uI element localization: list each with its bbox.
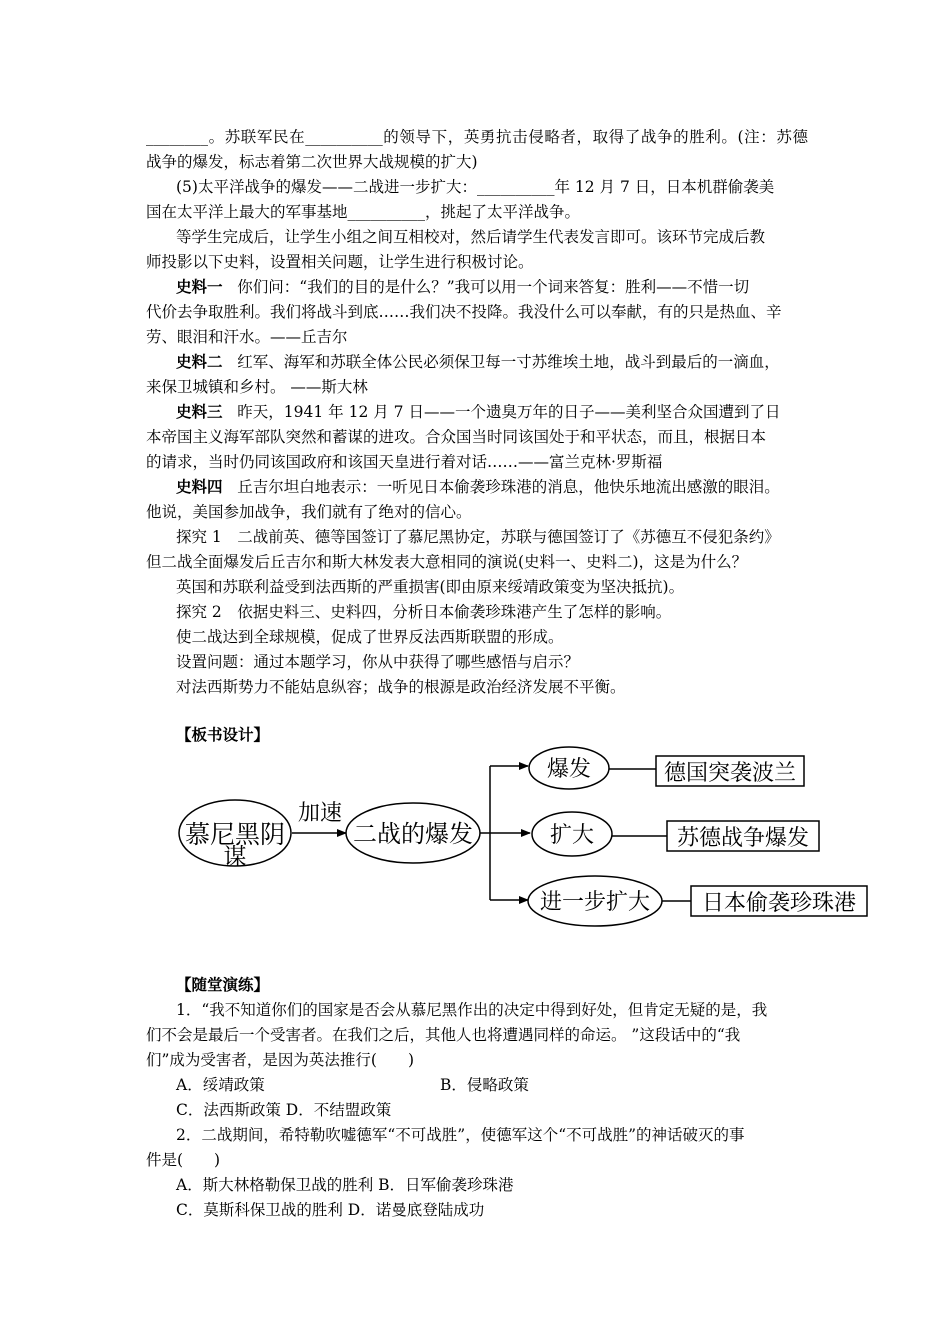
pearl-harbor-box-label: 日本偷袭珍珠港 (701, 891, 857, 916)
munich-node-label: 慕尼黑阴 (184, 820, 286, 849)
option: A．斯大林格勒保卫战的胜利 B．日军偷袭珍珠港 (176, 1176, 514, 1194)
text-line: (5)太平洋战争的爆发——二战进一步扩大：__________年 12 月 7 日，日本机群偷袭美 (176, 178, 775, 196)
question-2: 2．二战期间，希特勒吹嘘德军“不可战胜”，使德军这个“不可战胜”的神话破灭的事 (176, 1126, 745, 1144)
question-1: 1．“我不知道你们的国家是否会从慕尼黑作出的决定中得到好处，但肯定无疑的是，我 (176, 1001, 768, 1019)
text-line: 师投影以下史料，设置相关问题，让学生进行积极讨论。 (146, 253, 534, 271)
option: B．侵略政策 (440, 1076, 529, 1094)
source-4-label: 史料四 (176, 477, 223, 496)
option: A．绥靖政策 (176, 1076, 265, 1094)
text-line: 本帝国主义海军部队突然和蓄谋的进攻。合众国当时同该国处于和平状态，而且，根据日本 (146, 428, 767, 446)
text-line: 使二战达到全球规模，促成了世界反法西斯联盟的形成。 (176, 628, 564, 646)
source-3-text: 昨天，1941 年 12 月 7 日——一个遗臭万年的日子——美利坚合众国遭到了日 (237, 403, 781, 421)
text-line: 英国和苏联利益受到法西斯的严重损害(即由原来绥靖政策变为坚决抵抗)。 (176, 578, 685, 596)
exercise-heading: 【随堂演练】 (176, 975, 270, 994)
source-2-label: 史料二 (176, 352, 223, 371)
text-line: 他说，美国参加战争，我们就有了绝对的信心。 (146, 503, 472, 521)
accelerate-label: 加速 (297, 801, 343, 826)
munich-node-label-2: 谋 (223, 844, 247, 870)
source-1-label: 史料一 (176, 277, 223, 296)
source-4-text: 丘吉尔坦白地表示：一听见日本偷袭珍珠港的消息，他快乐地流出感激的眼泪。 (237, 478, 780, 496)
further-expand-node-label: 进一步扩大 (539, 890, 651, 915)
text-line: 对法西斯势力不能姑息纵容；战争的根源是政治经济发展不平衡。 (176, 678, 626, 696)
option: C．法西斯政策 D．不结盟政策 (176, 1101, 392, 1119)
text-line: 们不会是最后一个受害者。在我们之后，其他人也将遭遇同样的命运。 ”这段话中的“我 (146, 1026, 741, 1044)
poland-box-label: 德国突袭波兰 (663, 761, 797, 786)
text-line: 代价去争取胜利。我们将战斗到底……我们决不投降。我没什么可以奉献，有的只是热血、辛 (146, 303, 782, 321)
text-line: 来保卫城镇和乡村。 ——斯大林 (146, 378, 368, 396)
text-line: 但二战全面爆发后丘吉尔和斯大林发表大意相同的演说(史料一、史料二)，这是为什么？ (146, 553, 748, 571)
soviet-german-box-label: 苏德战争爆发 (676, 826, 810, 851)
board-heading: 【板书设计】 (176, 725, 270, 744)
expand-node-label: 扩大 (549, 823, 595, 848)
text-line: 们”成为受害者，是因为英法推行( ) (146, 1051, 415, 1069)
text-line: 战争的爆发，标志着第二次世界大战规模的扩大) (146, 153, 478, 171)
text-line: 劳、眼泪和汗水。——丘吉尔 (146, 328, 348, 346)
source-3-label: 史料三 (176, 402, 223, 421)
war-node-label: 二战的爆发 (353, 820, 473, 848)
text-line: 国在太平洋上最大的军事基地__________，挑起了太平洋战争。 (146, 203, 581, 221)
text-line: 的请求，当时仍同该国政府和该国天皇进行着对话……——富兰克林·罗斯福 (146, 453, 663, 471)
option: C．莫斯科保卫战的胜利 D．诺曼底登陆成功 (176, 1201, 485, 1219)
text-line: 等学生完成后，让学生小组之间互相校对，然后请学生代表发言即可。该环节完成后教 (176, 228, 766, 246)
text-line: 件是( ) (146, 1151, 221, 1169)
text-line: 设置问题：通过本题学习，你从中获得了哪些感悟与启示？ (176, 653, 580, 671)
source-2-text: 红军、海军和苏联全体公民必须保卫每一寸苏维埃土地，战斗到最后的一滴血， (237, 353, 780, 371)
outbreak-node-label: 爆发 (546, 757, 592, 782)
text-line: 探究 2 依据史料三、史料四，分析日本偷袭珍珠港产生了怎样的影响。 (176, 603, 672, 621)
source-1-text: 你们问：“我们的目的是什么？”我可以用一个词来答复：胜利——不惜一切 (237, 278, 750, 296)
text-line: ________。苏联军民在__________的领导下，英勇抗击侵略者，取得了战争的胜利。(注：苏德 (146, 128, 808, 146)
text-line: 探究 1 二战前英、德等国签订了慕尼黑协定，苏联与德国签订了《苏德互不侵犯条约》 (176, 528, 780, 546)
